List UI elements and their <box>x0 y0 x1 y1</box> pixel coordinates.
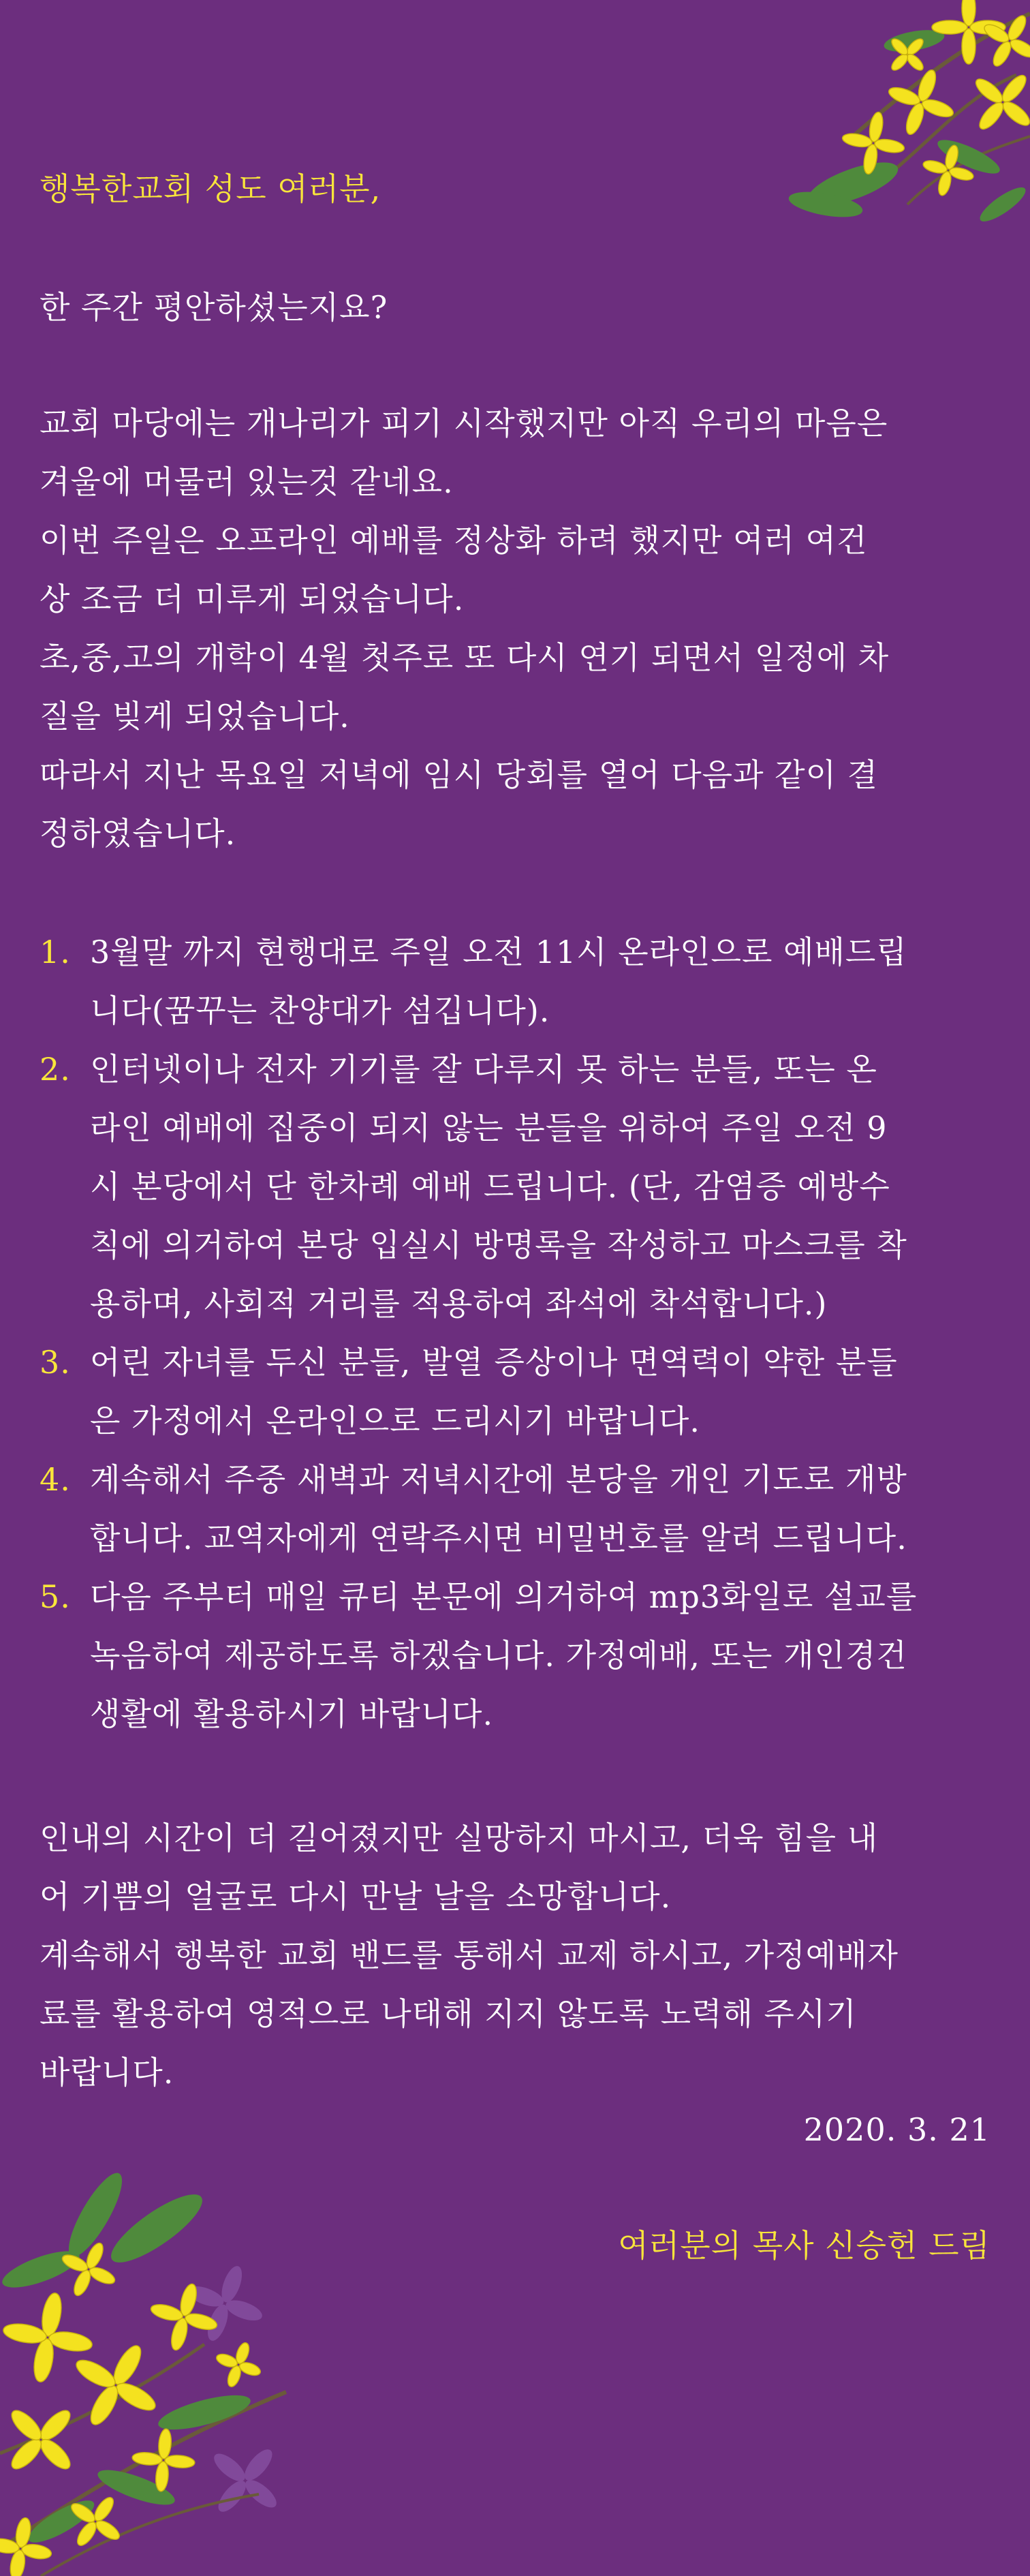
list-item-line: 시 본당에서 단 한차례 예배 드립니다. (단, 감염증 예방수 <box>90 1168 890 1205</box>
closing-line: 료를 활용하여 영적으로 나태해 지지 않도록 노력해 주시기 <box>40 1995 857 2032</box>
intro-line: 교회 마당에는 개나리가 피기 시작했지만 아직 우리의 마음은 <box>40 405 888 442</box>
list-item <box>40 1567 993 1743</box>
opening-line: 한 주간 평안하셨는지요? <box>40 289 388 326</box>
closing-line: 계속해서 행복한 교회 밴드를 통해서 교제 하시고, 가정예배자 <box>40 1937 899 1974</box>
greeting-heading: 행복한교회 성도 여러분, <box>40 170 381 207</box>
intro-line: 이번 주일은 오프라인 예배를 정상화 하려 했지만 여러 여건 <box>40 522 868 559</box>
list-item-line: 라인 예배에 집중이 되지 않는 분들을 위하여 주일 오전 9 <box>90 1109 888 1146</box>
list-item-line: 니다(꿈꾸는 찬양대가 섬깁니다). <box>90 992 550 1029</box>
letter-date: 2020. 3. 21 <box>803 2111 990 2148</box>
list-item-line: 인터넷이나 전자 기기를 잘 다루지 못 하는 분들, 또는 온 <box>90 1051 877 1088</box>
intro-line: 초,중,고의 개학이 4월 첫주로 또 다시 연기 되면서 일정에 차 <box>40 639 890 676</box>
list-item-line: 생활에 활용하시기 바랍니다. <box>90 1696 494 1732</box>
list-item <box>40 923 993 1040</box>
list-item-line: 어린 자녀를 두신 분들, 발열 증상이나 면역력이 약한 분들 <box>90 1344 898 1381</box>
closing-line: 어 기쁨의 얼굴로 다시 만날 날을 소망합니다. <box>40 1878 672 1915</box>
list-number: 2. <box>40 1051 71 1088</box>
intro-line: 상 조금 더 미루게 되었습니다. <box>40 581 465 617</box>
list-item-line: 녹음하여 제공하도록 하겠습니다. 가정예배, 또는 개인경건 <box>90 1637 907 1674</box>
forsythia-bottom-decoration <box>0 2167 409 2576</box>
intro-paragraph <box>40 394 993 863</box>
closing-line: 인내의 시간이 더 길어졌지만 실망하지 마시고, 더욱 힘을 내 <box>40 1820 879 1856</box>
closing-line: 바랍니다. <box>40 2054 174 2091</box>
list-number: 4. <box>40 1461 71 1498</box>
forsythia-top-decoration <box>649 0 1030 232</box>
list-item-line: 계속해서 주중 새벽과 저녁시간에 본당을 개인 기도로 개방 <box>90 1461 907 1498</box>
list-number: 3. <box>40 1344 71 1381</box>
intro-line: 겨울에 머물러 있는것 같네요. <box>40 463 454 500</box>
list-item-line: 칙에 의거하여 본당 입실시 방명록을 작성하고 마스크를 착 <box>90 1227 907 1263</box>
list-item-line: 용하며, 사회적 거리를 적용하여 좌석에 착석합니다.) <box>90 1285 828 1322</box>
list-number: 1. <box>40 934 71 970</box>
list-item-line: 다음 주부터 매일 큐티 본문에 의거하여 mp3화일로 설교를 <box>90 1578 918 1615</box>
list-item <box>40 1333 993 1450</box>
list-item-line: 3월말 까지 현행대로 주일 오전 11시 온라인으로 예배드립 <box>90 934 907 970</box>
list-number: 5. <box>40 1578 71 1615</box>
letter-signature: 여러분의 목사 신승헌 드림 <box>618 2227 990 2264</box>
list-item <box>40 1040 993 1333</box>
shadow-flowers-bottom <box>185 2263 281 2516</box>
list-item <box>40 1450 993 1567</box>
intro-line: 질을 빚게 되었습니다. <box>40 698 350 735</box>
intro-line: 정하였습니다. <box>40 815 236 852</box>
list-item-line: 합니다. 교역자에게 연락주시면 비밀번호를 알려 드립니다. <box>90 1520 907 1557</box>
intro-line: 따라서 지난 목요일 저녁에 임시 당회를 열어 다음과 같이 결 <box>40 756 879 793</box>
closing-paragraph <box>40 1809 993 2102</box>
blossoms-top <box>841 0 1030 197</box>
numbered-list <box>40 923 993 1743</box>
list-item-line: 은 가정에서 온라인으로 드리시기 바랍니다. <box>90 1402 700 1439</box>
opening-paragraph <box>40 278 993 337</box>
